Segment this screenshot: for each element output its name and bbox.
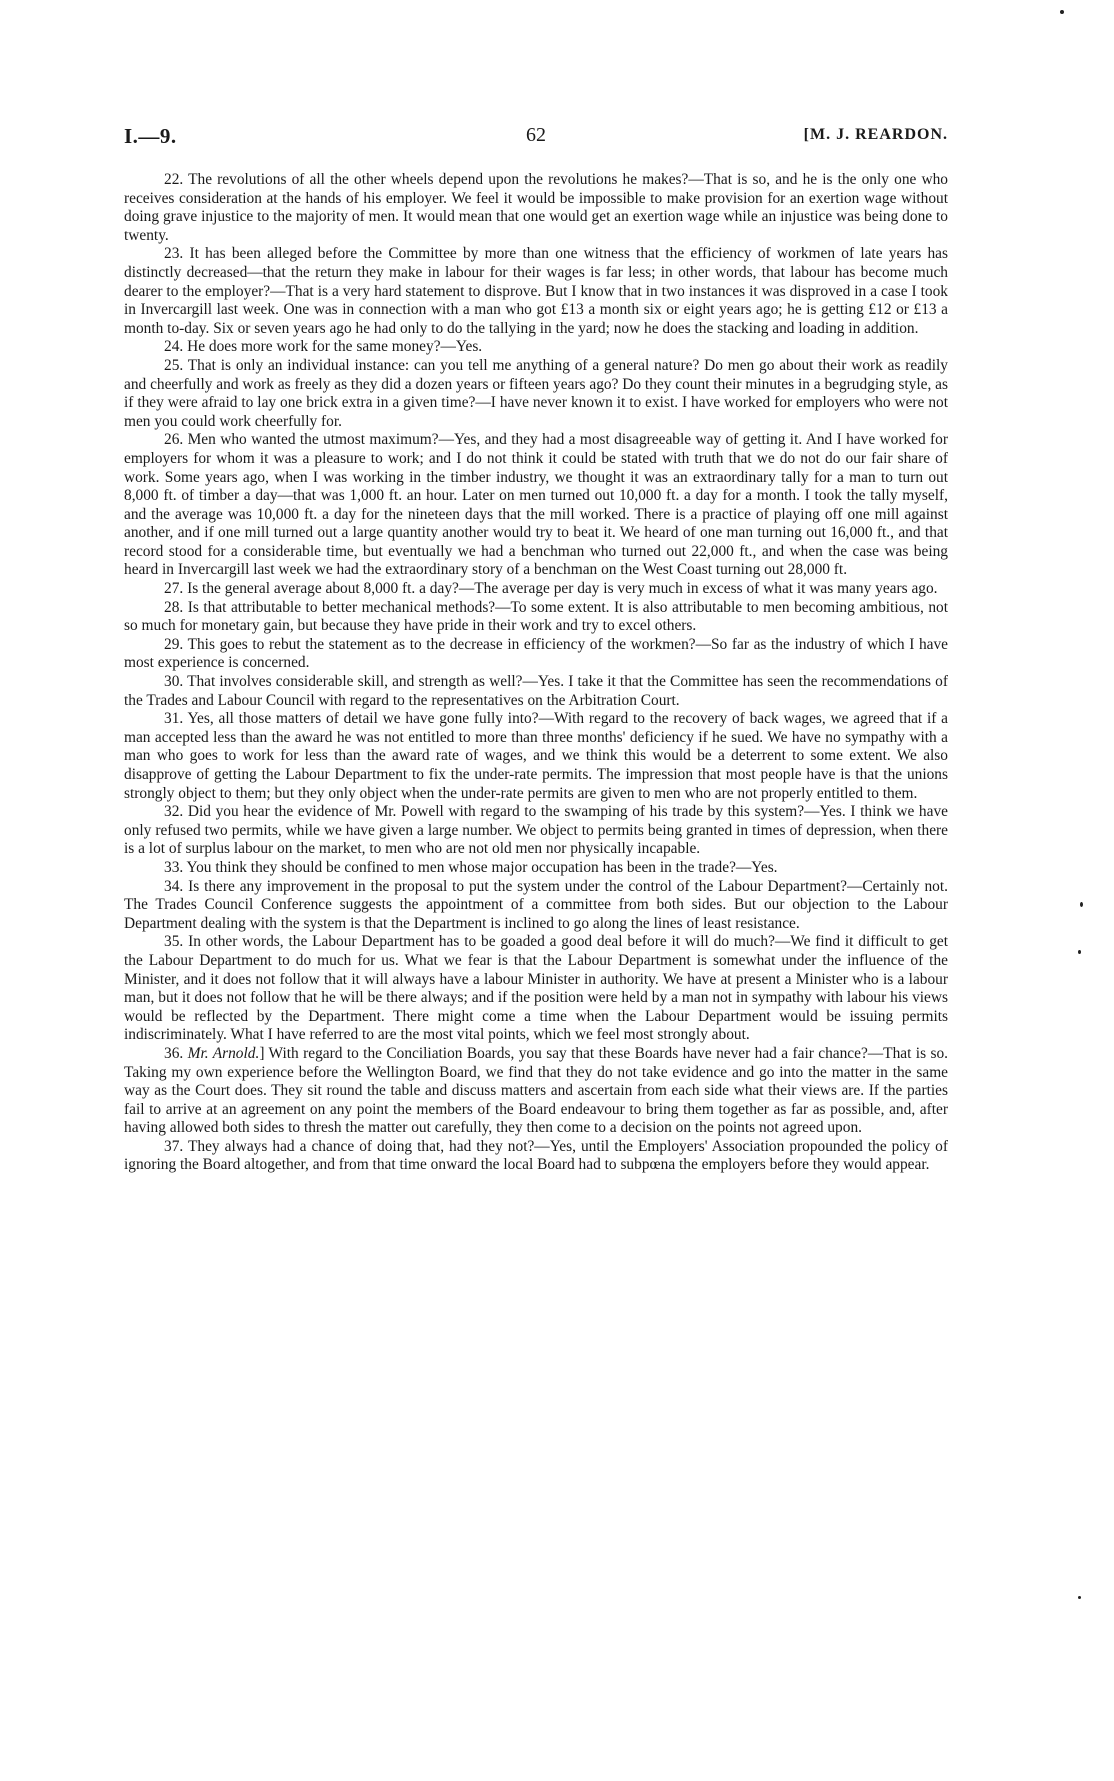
- paragraph-36: [124, 1045, 948, 1138]
- paragraph-30: 30. That involves considerable skill, and strength as well?—Yes. I take it that the Committee has seen the recommendations of the Trades and Labour Council with regard to the representatives on the Arbitration Court.: [124, 673, 948, 709]
- evidence-text: [124, 171, 948, 1175]
- paragraph-34: 34. Is there any improvement in the proposal to put the system under the control of the Labour Department?—Certainly not. The Trades Council Conference suggests the appointment of a committee from both sides. But our objection to the Labour Department dealing with the system is that the Department is inclined to go along the lines of least resistance.: [124, 877, 948, 932]
- scan-speck: [1080, 902, 1083, 907]
- paragraph-26: 26. Men who wanted the utmost maximum?—Yes, and they had a most disagreeable way of getting it. And I have worked for employers for whom it was a pleasure to work; and I do not think it could be stated with truth that we do not do our fair share of work. Some years ago, when I was working in the timber industry, we thought it was an extraordinary tally for a man to turn out 8,000 ft. of timber a day—that was 1,000 ft. an hour. Later on men turned out 10,000 ft. a day for a month. I took the tally myself, and the average was 10,000 ft. a day for the nineteen days that the mill worked. There is a practice of playing off one mill against another, and if one mill turned out a large quantity another would try to beat it. We heard of one man turning out 16,000 ft., and that record stood for a considerable time, but eventually we had a benchman who turned out 22,000 ft., and when the case was being heard in Invercargill last week we had the extraordinary story of a benchman on the West Coast turning out 28,000 ft.: [124, 431, 948, 579]
- paragraph-22: 22. The revolutions of all the other wheels depend upon the revolutions he makes?—That is so, and he is the only one who receives consideration at the hands of his employer. We feel it would be impossible to make provision for an exertion wage without doing grave injustice to the majority of men. It would mean that one would get an exertion wage while an injustice was being done to twenty.: [124, 171, 948, 244]
- page-number: 62: [526, 124, 546, 146]
- paragraph-37: 37. They always had a chance of doing that, had they not?—Yes, until the Employers' Association propounded the policy of ignoring the Board altogether, and from that time onward the local Board had to subpœna the employers before they would appear.: [124, 1137, 948, 1174]
- paragraph-29: 29. This goes to rebut the statement as to the decrease in efficiency of the workmen?—So far as the industry of which I have most experience is concerned.: [124, 635, 948, 672]
- witness-name: [M. J. REARDON.: [803, 126, 948, 143]
- scan-speck: [1060, 10, 1064, 14]
- paragraph-28: 28. Is that attributable to better mechanical methods?—To some extent. It is also attributable to men becoming ambitious, not so much for monetary gain, but because they have pride in their work and try to excel others.: [124, 598, 948, 635]
- paragraph-31: 31. Yes, all those matters of detail we have gone fully into?—With regard to the recovery of back wages, we agreed that if a man accepted less than the award he was not entitled to more than three months' deficiency if he sued. We have no sympathy with a man who goes to work for less than the award rate of wages, and we think this would be a deterrent to some extent. We also disapprove of getting the Labour Department to fix the under-rate permits. The impression that most people have is that the unions strongly object to them; but they only object when the under-rate permits are given to men who are not properly entitled to them.: [124, 710, 948, 802]
- paragraph-36-text: ] With regard to the Conciliation Boards, you say that these Boards have never had a fair chance?—That is so. Taking my own experience before the Wellington Board, we find that they do not take evidence and go into the matter in the same way as the Court does. They sit round the table and discuss matters and ascertain from each side what their views are. If the parties fail to arrive at an agreement on any point the members of the Board endeavour to bring them together as far as possible, and, after having allowed both sides to thresh the matter out carefully, they then come to a decision on the points not agreed upon.: [124, 1044, 948, 1137]
- paragraph-24: 24. He does more work for the same money?—Yes.: [164, 338, 483, 356]
- page-header: [124, 124, 948, 154]
- paragraph-33: 33. You think they should be confined to men whose major occupation has been in the trade?—Yes.: [164, 858, 778, 876]
- document-reference: I.—9.: [124, 124, 177, 148]
- scan-speck: [1078, 1596, 1081, 1599]
- speaker-name: Mr. Arnold.: [187, 1044, 260, 1062]
- paragraph-32: 32. Did you hear the evidence of Mr. Powell with regard to the swamping of his trade by this system?—Yes. I think we have only refused two permits, while we have given a large number. We object to permits being granted in times of depression, when there is a lot of surplus labour on the market, to men who are not old men nor physically incapable.: [124, 803, 948, 858]
- paragraph-23: 23. It has been alleged before the Committee by more than one witness that the efficiency of workmen of late years has distinctly decreased—that the return they make in labour for their wages is far less; in other words, that labour has become much dearer to the employer?—That is a very hard statement to disprove. But I know that in two instances it was disproved in a case I took in Invercargill last week. One was in connection with a man who got £13 a month six or eight years ago; he is getting £12 or £13 a month to-day. Six or seven years ago he had only to do the tallying in the yard; now he does the stacking and loading in addition.: [124, 245, 948, 337]
- paragraph-27: 27. Is the general average about 8,000 ft. a day?—The average per day is very much in excess of what it was many years ago.: [164, 580, 938, 598]
- paragraph-35: 35. In other words, the Labour Department has to be goaded a good deal before it will do much?—We find it difficult to get the Labour Department to do much for us. What we fear is that the Labour Department is somewhat under the influence of the Minister, and it does not follow that it will always have a labour Minister in authority. We have at present a Minister who is a labour man, but it does not follow that he will be there always; and if the position were held by a man not in sympathy with labour his views would be reflected by the Department. There might come a time when the Labour Department would be issuing permits indiscriminately. What I have referred to are the most vital points, which we feel most strongly about.: [124, 933, 948, 1044]
- paragraph-36-number: 36.: [164, 1044, 188, 1062]
- paragraph-25: 25. That is only an individual instance: can you tell me anything of a general nature? Do men go about their work as readily and cheerfully and work as freely as they did a dozen years or fifteen years ago? Do they count their minutes in a begrudging style, as if they were afraid to lay one brick extra in a given time?—I have never known it to exist. I have worked for employers who were not men you could work cheerfully for.: [124, 356, 948, 430]
- scan-speck: [1078, 950, 1081, 954]
